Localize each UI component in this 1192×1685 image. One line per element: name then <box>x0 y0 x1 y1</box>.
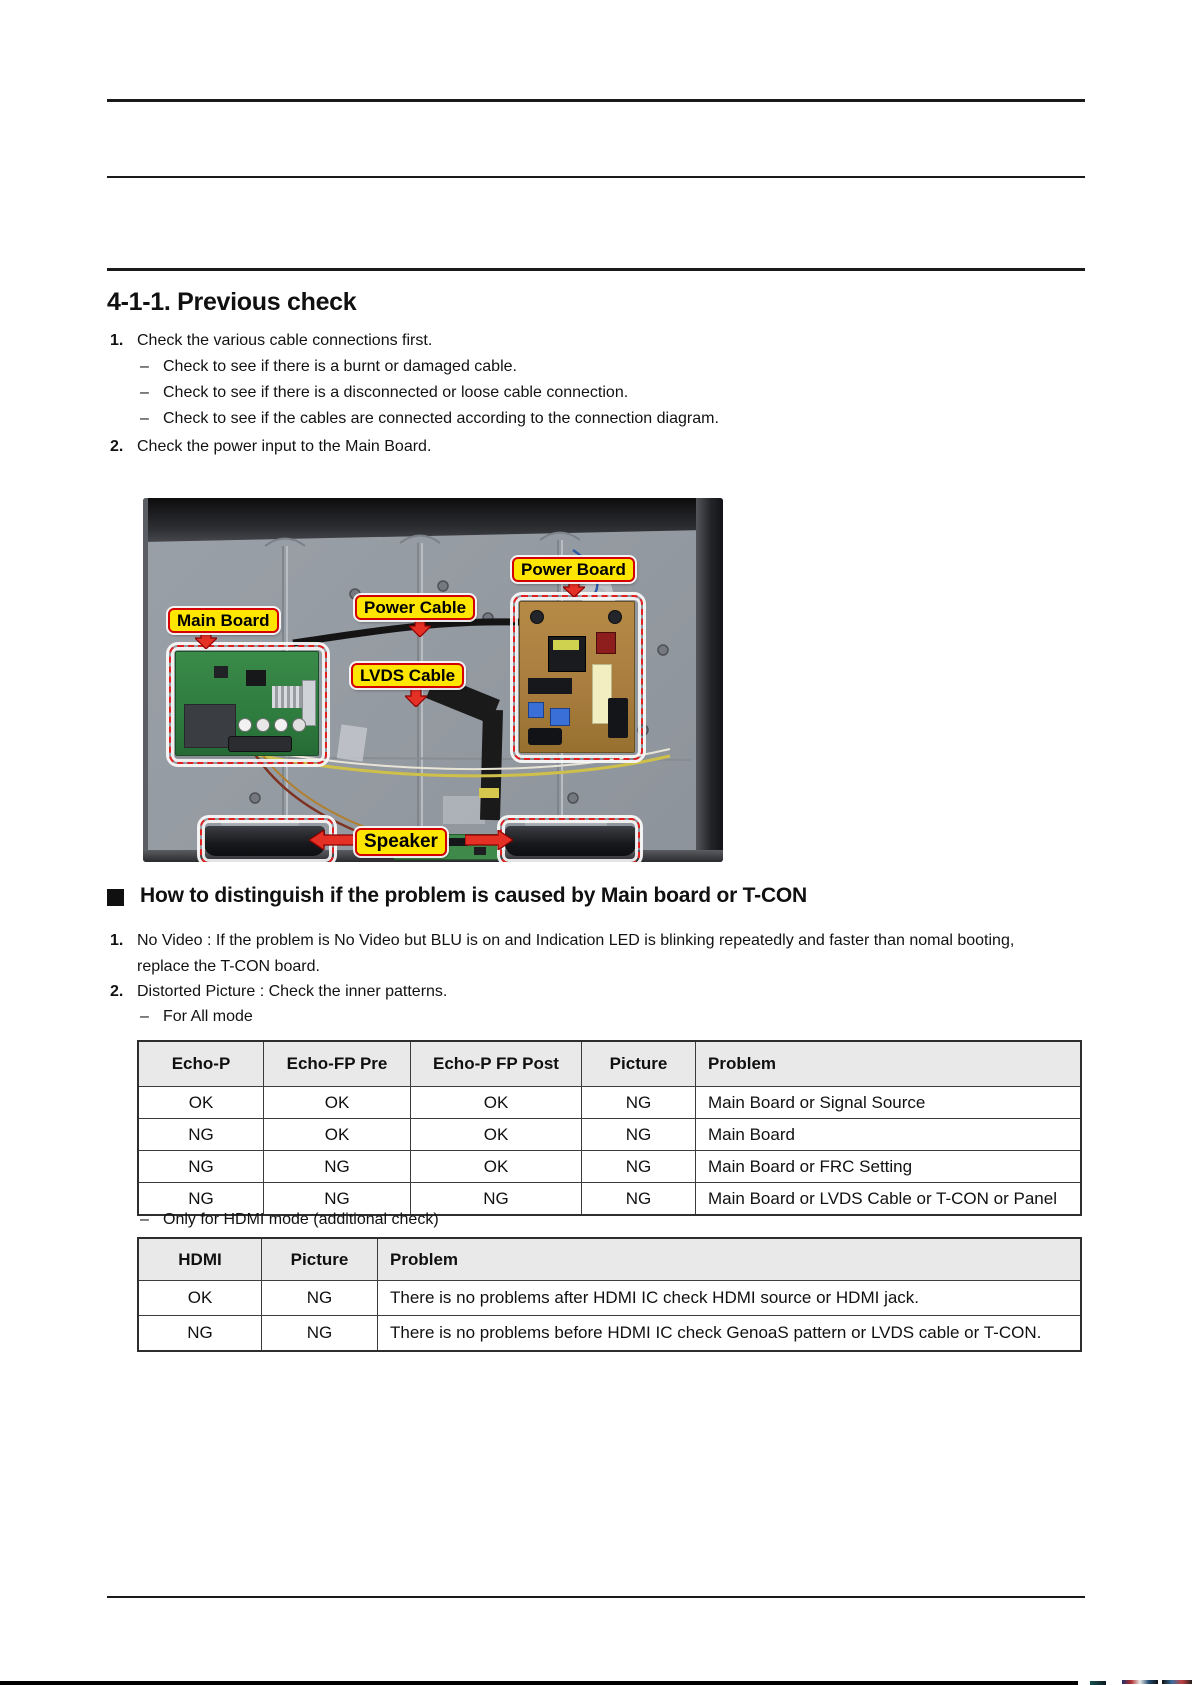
table-cell: NG <box>138 1151 264 1183</box>
column-header: Problem <box>696 1041 1082 1087</box>
dash-bullet: – <box>140 1211 149 1228</box>
step-2 <box>110 436 1047 457</box>
table-cell: OK <box>138 1281 262 1316</box>
column-header: Echo-FP Pre <box>264 1041 411 1087</box>
all-mode-table <box>137 1040 1082 1216</box>
dash-bullet: – <box>140 384 149 401</box>
column-header: Picture <box>582 1041 696 1087</box>
step-1-sub-item <box>140 383 628 403</box>
all-mode-sub-item <box>140 1007 253 1027</box>
header-rule-1 <box>107 99 1085 102</box>
lvds-cable-label: LVDS Cable <box>351 663 464 688</box>
distinguish-item-2 <box>110 981 1047 1002</box>
power-cable-arrow-icon <box>409 617 431 637</box>
column-header: Echo-P <box>138 1041 264 1087</box>
table-cell: Main Board <box>696 1119 1082 1151</box>
step-1-sub-item <box>140 409 719 429</box>
step-number: 2. <box>110 983 124 1000</box>
table-cell: There is no problems before HDMI IC check GenoaS pattern or LVDS cable or T-CON. <box>378 1316 1082 1352</box>
step-1-sub-item <box>140 357 517 377</box>
table-row <box>138 1281 1081 1316</box>
table-row <box>138 1316 1081 1352</box>
hdmi-mode-sub-item <box>140 1210 439 1230</box>
table-cell: Main Board or FRC Setting <box>696 1151 1082 1183</box>
table-cell: NG <box>582 1087 696 1119</box>
table-cell: OK <box>264 1119 411 1151</box>
table-row <box>138 1119 1081 1151</box>
table-cell: NG <box>138 1119 264 1151</box>
dash-bullet: – <box>140 410 149 427</box>
step-number: 1. <box>110 932 124 949</box>
step-text: Check the power input to the Main Board. <box>137 438 432 455</box>
table-cell: NG <box>582 1151 696 1183</box>
table-cell: NG <box>138 1316 262 1352</box>
section2-title: How to distinguish if the problem is caused by Main board or T-CON <box>140 884 808 907</box>
table-cell: Main Board or LVDS Cable or T-CON or Panel <box>696 1183 1082 1216</box>
table-cell: NG <box>264 1151 411 1183</box>
power-board-label: Power Board <box>512 557 635 582</box>
step-text: Distorted Picture : Check the inner patterns. <box>137 983 448 1000</box>
table-cell: Main Board or Signal Source <box>696 1087 1082 1119</box>
speaker-right-callout-box <box>500 818 640 862</box>
table-cell: NG <box>582 1183 696 1216</box>
square-bullet-icon <box>107 889 124 906</box>
main-board-callout-box <box>169 645 327 764</box>
step-text: No Video : If the problem is No Video but BLU is on and Indication LED is blinking repeatedly and faster than nomal booting, replace the T-CON board. <box>137 932 1015 975</box>
speaker-right-arrow-icon <box>465 830 513 850</box>
table-cell: NG <box>138 1183 264 1216</box>
section-title: 4-1-1. Previous check <box>107 288 357 316</box>
column-header: Picture <box>262 1238 378 1281</box>
header-rule-2 <box>107 176 1085 178</box>
sub-item-text: For All mode <box>163 1008 253 1025</box>
step-number: 1. <box>110 332 124 349</box>
page-edge-artifact <box>1090 1681 1106 1685</box>
table-cell: NG <box>262 1281 378 1316</box>
step-text: Check the various cable connections first. <box>137 332 433 349</box>
table-cell: OK <box>264 1087 411 1119</box>
main-board-label: Main Board <box>168 608 279 633</box>
table-cell: OK <box>411 1119 582 1151</box>
footer-rule <box>107 1596 1085 1598</box>
hdmi-mode-table <box>137 1237 1082 1352</box>
table-cell: OK <box>411 1151 582 1183</box>
lvds-cable-arrow-icon <box>405 685 427 707</box>
column-header: Echo-P FP Post <box>411 1041 582 1087</box>
power-cable-label: Power Cable <box>355 595 475 620</box>
speaker-label: Speaker <box>355 828 447 856</box>
table-cell: OK <box>138 1087 264 1119</box>
step-1 <box>110 330 1047 351</box>
sub-item-text: Check to see if there is a disconnected or loose cable connection. <box>163 384 629 401</box>
table-cell: OK <box>411 1087 582 1119</box>
sub-item-text: Check to see if the cables are connected according to the connection diagram. <box>163 410 719 427</box>
table-cell: NG <box>582 1119 696 1151</box>
sub-item-text: Check to see if there is a burnt or damaged cable. <box>163 358 517 375</box>
page-edge-artifact <box>1122 1680 1158 1684</box>
table-cell: NG <box>264 1183 411 1216</box>
distinguish-item-1 <box>110 928 1047 980</box>
sub-item-text: Only for HDMI mode (additional check) <box>163 1211 439 1228</box>
table-row <box>138 1087 1081 1119</box>
section2-heading <box>107 884 1085 908</box>
page-edge-artifact <box>1162 1680 1192 1684</box>
table-cell: NG <box>262 1316 378 1352</box>
speaker-left-arrow-icon <box>309 830 357 850</box>
power-board-arrow-icon <box>563 580 585 597</box>
table-row <box>138 1151 1081 1183</box>
dash-bullet: – <box>140 1008 149 1025</box>
power-board-callout-box <box>513 595 643 760</box>
step-number: 2. <box>110 438 124 455</box>
column-header: Problem <box>378 1238 1082 1281</box>
table-cell: NG <box>411 1183 582 1216</box>
dash-bullet: – <box>140 358 149 375</box>
tv-rear-panel-photo <box>143 498 723 862</box>
page-bottom-bar <box>0 1681 1078 1685</box>
header-rule-3 <box>107 268 1085 271</box>
column-header: HDMI <box>138 1238 262 1281</box>
table-cell: There is no problems after HDMI IC check HDMI source or HDMI jack. <box>378 1281 1082 1316</box>
